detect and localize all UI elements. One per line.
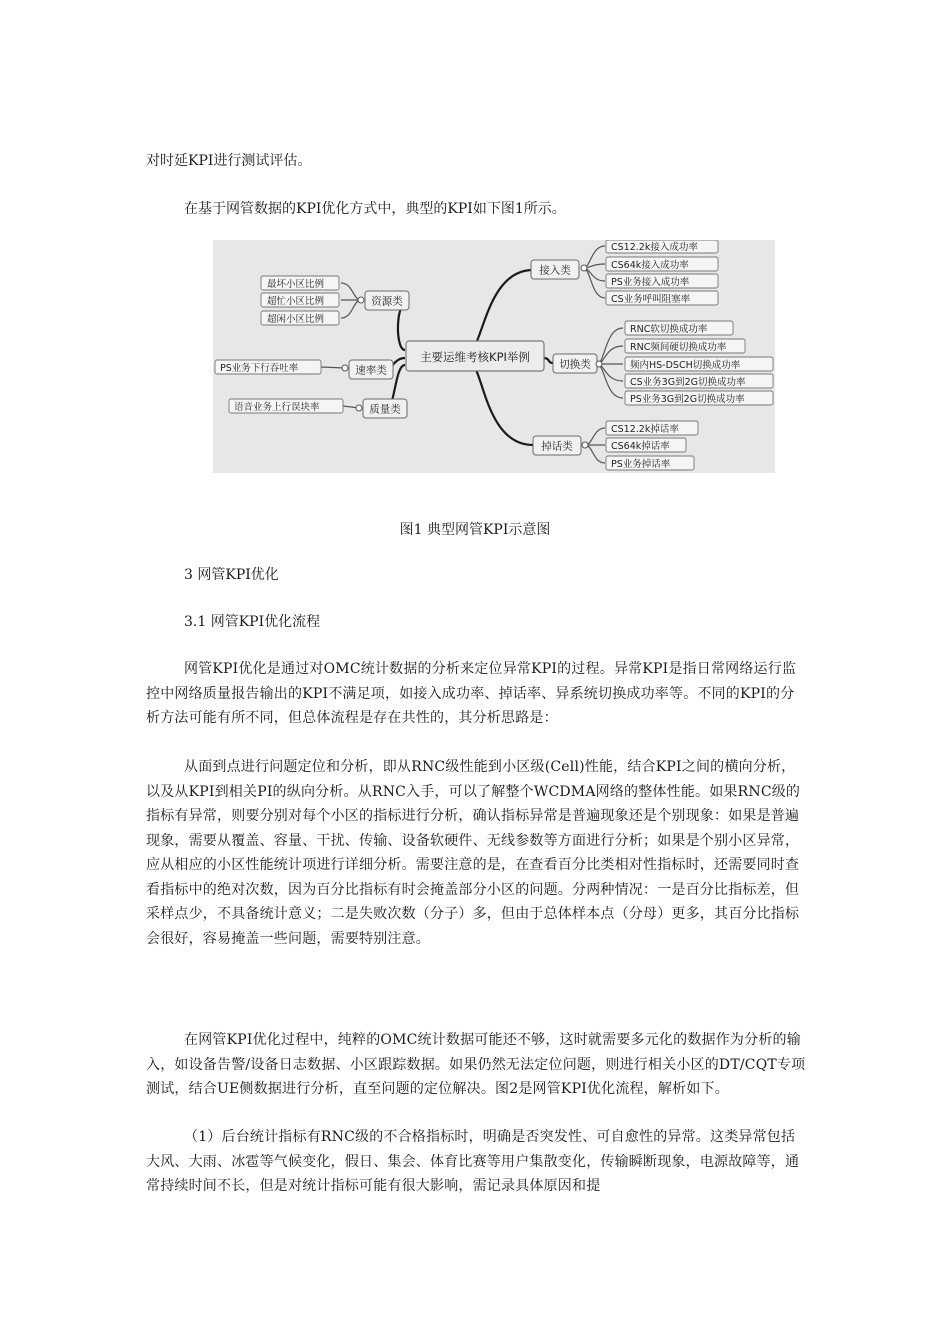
branch-drop-line (471, 365, 533, 445)
leaf-access-3: PS业务接入成功率 (611, 277, 690, 288)
leaf-access-4: CS业务呼叫阻塞率 (611, 294, 691, 305)
text-line-1: 对时延KPI进行测试评估。 (146, 153, 312, 169)
leaf-resource-2: 超忙小区比例 (267, 296, 325, 307)
leaf-access-2: CS64k接入成功率 (611, 260, 689, 271)
category-handover (553, 354, 602, 373)
paragraph-1: 网管KPI优化是通过对OMC统计数据的分析来定位异常KPI的过程。异常KPI是指日常网络运行监控中网络质量报告输出的KPI不满足项，如接入成功率、掉话率、异系统切换成功率等。不同的KPI的分析方法可能有所不同，但总体流程是存在共性的，其分析思路是： (146, 661, 797, 726)
category-rate (342, 360, 393, 379)
leaf-handover-5: PS业务3G到2G切换成功率 (630, 394, 745, 405)
svg-text:掉话类: 掉话类 (541, 440, 573, 453)
kpi-mindmap-figure (213, 240, 775, 473)
leaf-resource-1: 最坏小区比例 (267, 279, 325, 290)
paragraph-4: （1）后台统计指标有RNC级的不合格指标时，明确是否突发性、可自愈性的异常。这类异常包括大风、大雨、冰雹等气候变化，假日、集会、体育比赛等用户集散变化，传输瞬断现象，电源故障等，通常持续时间不长，但是对统计指标可能有很大影响，需记录具体原因和提 (146, 1129, 800, 1194)
leaf-handover-4: CS业务3G到2G切换成功率 (630, 377, 746, 388)
leaf-handover-2: RNC频间硬切换成功率 (630, 342, 727, 353)
category-drop (533, 436, 588, 455)
leaf-drop-3: PS业务掉话率 (611, 459, 671, 470)
svg-text:质量类: 质量类 (369, 403, 401, 416)
leaf-resource-3: 超闲小区比例 (267, 314, 325, 325)
paragraph-2: 从面到点进行问题定位和分析，即从RNC级性能到小区级(Cell)性能，结合KPI之间的横向分析，以及从KPI到相关PI的纵向分析。从RNC入手，可以了解整个WCDMA网络的整体性能。如果RNC级的指标有异常，则要分别对每个小区的指标进行分析，确认指标异常是普遍现象还是个别现象：如果是普遍现象，需要从覆盖、容量、干扰、传输、设备软硬件、无线参数等方面进行分析；如果是个别小区异常，应从相应的小区性能统计项进行详细分析。需要注意的是，在查看百分比类相对性指标时，还需要同时查看指标中的绝对次数，因为百分比指标有时会掩盖部分小区的问题。分两种情况：一是百分比指标差，但采样点少，不具备统计意义；二是失败次数（分子）多，但由于总体样本点（分母）更多，其百分比指标会很好，容易掩盖一些问题，需要特别注意。 (146, 759, 801, 947)
leaf-drop-1: CS12.2k掉话率 (611, 424, 679, 435)
leaf-rate-1: PS业务下行吞吐率 (220, 363, 299, 374)
branch-access-line (468, 270, 533, 352)
svg-text:资源类: 资源类 (371, 295, 403, 308)
leaf-handover-1: RNC软切换成功率 (630, 324, 708, 335)
text-line-2: 在基于网管数据的KPI优化方式中，典型的KPI如下图1所示。 (184, 201, 566, 217)
category-resource (358, 291, 409, 310)
category-quality (356, 399, 407, 418)
svg-text:速率类: 速率类 (355, 364, 387, 377)
leaf-access-1: CS12.2k接入成功率 (611, 242, 698, 253)
category-access (531, 260, 587, 279)
leaf-drop-2: CS64k掉话率 (611, 441, 670, 452)
leaf-quality-1: 语音业务上行误块率 (234, 402, 320, 413)
section-heading-3: 3 网管KPI优化 (184, 567, 279, 583)
figure-caption: 图1 典型网管KPI示意图 (399, 522, 551, 538)
paragraph-3: 在网管KPI优化过程中，纯粹的OMC统计数据可能还不够，这时就需要多元化的数据作为分析的输入，如设备告警/设备日志数据、小区跟踪数据。如果仍然无法定位问题，则进行相关小区的DT/CQT专项测试，结合UE侧数据进行分析，直至问题的定位解决。图2是网管KPI优化流程，解析如下。 (146, 1032, 806, 1097)
leaf-handover-3: 频内HS-DSCH切换成功率 (630, 360, 741, 371)
root-label: 主要运维考核KPI举例 (420, 350, 530, 364)
section-heading-3-1: 3.1 网管KPI优化流程 (184, 614, 321, 630)
svg-text:接入类: 接入类 (539, 264, 571, 277)
svg-text:切换类: 切换类 (559, 358, 591, 371)
